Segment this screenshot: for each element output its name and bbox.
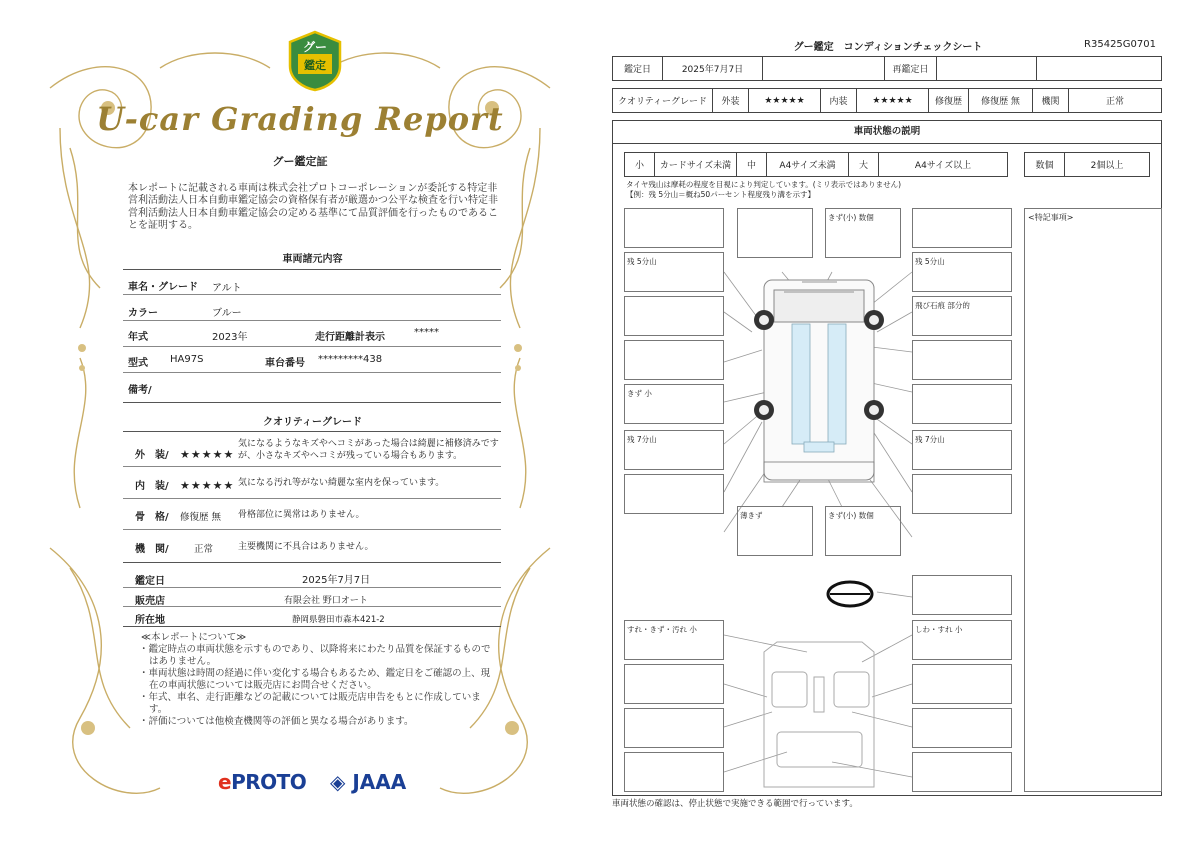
divider <box>123 606 501 607</box>
divider <box>123 294 501 295</box>
divider <box>123 498 501 499</box>
divider <box>123 587 501 588</box>
year-label: 年式 <box>128 332 148 343</box>
color-label: カラー <box>128 308 158 319</box>
legend-medium-desc: A4サイズ未満 <box>767 153 849 177</box>
note-item: ・評価については他検査機関等の評価と異なる場合があります。 <box>139 716 414 727</box>
tyre-note-line: 【例：残 5分山＝概ね50パーセント程度残り溝を示す】 <box>626 190 816 199</box>
interior-label: 内装 <box>821 89 857 113</box>
note-item: ・車両状態は時間の経過に伴い変化する場合もあるため、鑑定日をご確認の上、現在の車両状態については販売店にお問合せください。 <box>139 668 491 691</box>
condition-box-steering <box>912 575 1012 615</box>
appraisal-date-label: 鑑定日 <box>613 57 663 81</box>
appraisal-date-label: 鑑定日 <box>135 576 165 587</box>
condition-box-left-front-tyre: 残 5分山 <box>624 252 724 292</box>
footnote: 車両状態の確認は、停止状態で実施できる範囲で行っています。 <box>612 799 858 809</box>
car-name-value: アルト <box>212 283 242 294</box>
engine-desc: 主要機関に不具合はありません。 <box>238 542 374 552</box>
condition-box <box>912 752 1012 792</box>
condition-box <box>912 708 1012 748</box>
divider <box>123 562 501 563</box>
grading-certificate <box>40 28 560 828</box>
jaaa-logo: ◈ JAAA <box>330 770 407 794</box>
report-title: U-car Grading Report <box>96 100 504 138</box>
svg-text:鑑定: 鑑定 <box>304 59 326 72</box>
frame-label: 骨 格/ <box>135 512 169 523</box>
condition-box <box>624 296 724 336</box>
section-title: 車両状態の説明 <box>612 120 1162 144</box>
note-item: ・年式、車名、走行距離などの記載については販売店申告をもとに作成しています。 <box>139 692 481 715</box>
spec-title: 車両諸元内容 <box>282 254 343 265</box>
condition-box <box>912 474 1012 514</box>
divider <box>123 529 501 530</box>
engine-value: 正常 <box>1069 89 1162 113</box>
tyre-note-line: タイヤ残山は摩耗の程度を目視により判定しています。(ミリ表示ではありません) <box>626 180 902 189</box>
reappraisal-date-label: 再鑑定日 <box>885 57 937 81</box>
interior-desc: 気になる汚れ等がない綺麗な室内を保っています。 <box>238 478 445 488</box>
exterior-label: 外 装/ <box>135 450 169 461</box>
condition-box <box>624 752 724 792</box>
divider <box>123 269 501 270</box>
condition-box <box>912 208 1012 248</box>
divider <box>123 320 501 321</box>
engine-label: 機 関/ <box>135 544 169 555</box>
condition-box <box>624 340 724 380</box>
dealer-label: 販売店 <box>135 596 165 607</box>
interior-label: 内 装/ <box>135 481 169 492</box>
exterior-label: 外装 <box>713 89 749 113</box>
condition-box <box>624 208 724 248</box>
mileage-label: 走行距離計表示 <box>315 332 385 343</box>
quality-title: クオリティーグレード <box>263 417 362 428</box>
mileage-value: ***** <box>414 327 439 338</box>
note-item: ・鑑定時点の車両状態を示すものであり、以降将来にわたり品質を保証するものではありません。 <box>139 644 491 667</box>
appraisal-date-value: 2025年7月7日 <box>663 57 763 81</box>
condition-box-left-rear-tyre: 残 7分山 <box>624 430 724 470</box>
condition-box <box>912 664 1012 704</box>
appraisal-date-value: 2025年7月7日 <box>302 575 371 586</box>
special-notes-label: <特記事項> <box>1028 213 1074 222</box>
condition-check-sheet <box>612 32 1164 812</box>
divider <box>123 346 501 347</box>
legend-small: 小 <box>625 153 655 177</box>
remarks-label: 備考/ <box>128 385 152 396</box>
divider <box>123 431 501 432</box>
exterior-stars: ★★★★★ <box>180 448 235 461</box>
condition-box <box>624 474 724 514</box>
condition-box-rear: きず(小) 数個 <box>825 506 901 556</box>
condition-box-right-front-tyre: 残 5分山 <box>912 252 1012 292</box>
condition-box <box>624 664 724 704</box>
address-value: 静岡県磐田市森本421-2 <box>292 615 385 625</box>
repair-history-value: 修復歴 無 <box>969 89 1033 113</box>
condition-box-interior-right: しわ・すれ 小 <box>912 620 1012 660</box>
legend-medium: 中 <box>737 153 767 177</box>
notes-heading: ≪本レポートについて≫ <box>141 632 247 643</box>
legend-small-desc: カードサイズ未満 <box>655 153 737 177</box>
proto-logo: ePROTO <box>218 770 307 794</box>
color-value: ブルー <box>212 308 242 319</box>
dealer-value: 有限会社 野口オート <box>284 596 368 606</box>
legend-large-desc: A4サイズ以上 <box>879 153 1008 177</box>
divider <box>123 626 501 627</box>
report-notes <box>135 632 497 728</box>
repair-history-label: 修復歴 <box>929 89 969 113</box>
legend-large: 大 <box>849 153 879 177</box>
certificate-body: 本レポートに記載される車両は株式会社プロトコーポレーションが委託する特定非営利活動法人日本自動車鑑定協会の資格保有者が厳選かつ公平な検査を行い特定非営利活動法人日本自動車鑑定協会の定める基準にて品質評価を行ったものであることを証明する。 <box>128 183 498 232</box>
steering-wheel-icon <box>828 582 872 606</box>
frame-desc: 骨格部位に異常はありません。 <box>238 510 365 520</box>
divider <box>123 402 501 403</box>
condition-box <box>912 340 1012 380</box>
chassis-value: *********438 <box>318 354 383 365</box>
condition-box-right-chip: 飛び石痕 部分的 <box>912 296 1012 336</box>
condition-box-interior-left: すれ・きず・汚れ 小 <box>624 620 724 660</box>
svg-text:グー: グー <box>302 40 328 54</box>
condition-box <box>737 208 813 258</box>
condition-box <box>912 384 1012 424</box>
interior-value: ★★★★★ <box>857 89 929 113</box>
model-value: HA97S <box>170 354 204 365</box>
frame-grade: 修復歴 無 <box>180 512 222 523</box>
quality-grade-label: クオリティーグレード <box>613 89 713 113</box>
condition-box-rear: 薄きず <box>737 506 813 556</box>
legend-count-desc: 2個以上 <box>1065 153 1150 177</box>
divider <box>123 466 501 467</box>
exterior-desc: 気になるようなキズやヘコミがあった場合は綺麗に補修済みですが、小さなキズやヘコミが残っている場合もあります。 <box>238 439 499 461</box>
condition-box-right-rear-tyre: 残 7分山 <box>912 430 1012 470</box>
divider <box>123 372 501 373</box>
condition-box-front: きず(小) 数個 <box>825 208 901 258</box>
exterior-value: ★★★★★ <box>749 89 821 113</box>
car-name-label: 車名・グレード <box>128 282 198 293</box>
document-id: R35425G0701 <box>1084 39 1156 50</box>
address-label: 所在地 <box>135 615 165 626</box>
year-value: 2023年 <box>212 332 248 343</box>
certificate-title: グー鑑定証 <box>272 155 328 168</box>
goo-appraisal-badge-icon <box>286 30 344 92</box>
chassis-label: 車台番号 <box>265 358 305 369</box>
condition-box-left-scratch: きず 小 <box>624 384 724 424</box>
condition-box <box>624 708 724 748</box>
legend-count: 数個 <box>1025 153 1065 177</box>
interior-stars: ★★★★★ <box>180 479 235 492</box>
sheet-title: グー鑑定 コンディションチェックシート <box>793 42 983 53</box>
engine-grade: 正常 <box>194 544 214 555</box>
special-notes-box <box>1024 208 1162 792</box>
engine-label: 機関 <box>1033 89 1069 113</box>
model-label: 型式 <box>128 358 148 369</box>
